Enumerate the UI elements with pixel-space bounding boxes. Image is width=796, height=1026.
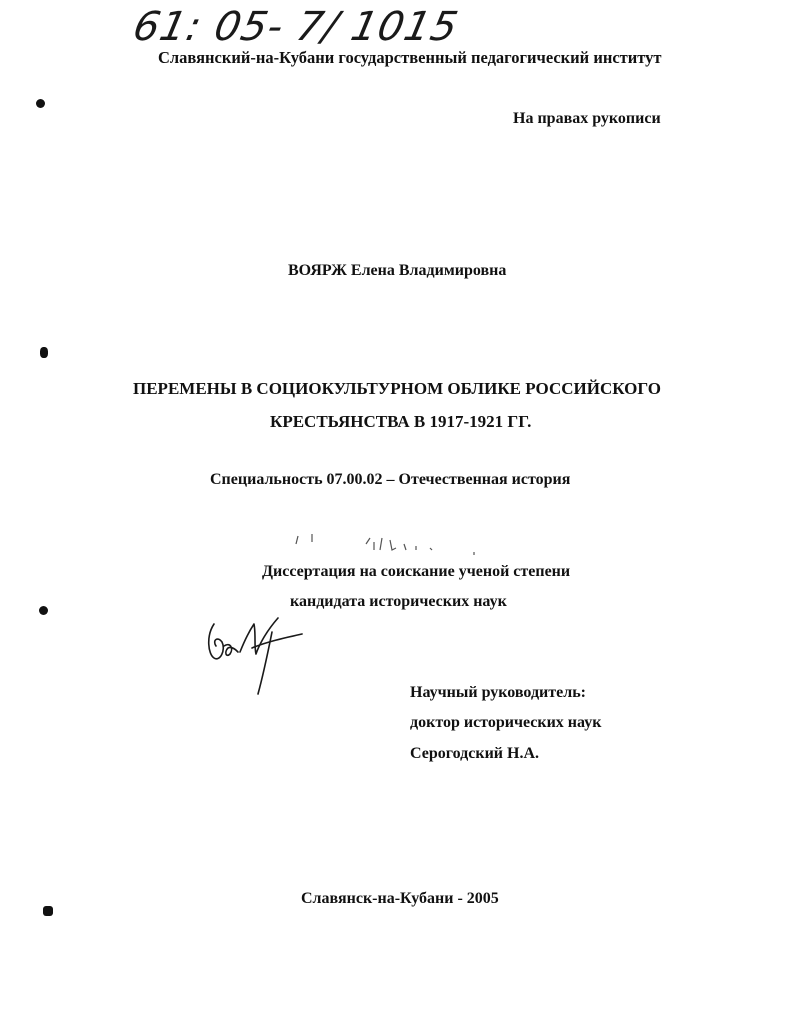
punch-hole-mark bbox=[43, 906, 53, 916]
punch-hole-mark bbox=[39, 606, 48, 615]
manuscript-rights: На правах рукописи bbox=[513, 110, 661, 127]
institution-name: Славянский-на-Кубани государственный педагогический институт bbox=[158, 48, 662, 67]
dissertation-title-line1: ПЕРЕМЕНЫ В СОЦИОКУЛЬТУРНОМ ОБЛИКЕ РОССИЙСКОГО bbox=[133, 379, 661, 398]
place-and-year: Славянск-на-Кубани - 2005 bbox=[301, 890, 499, 907]
punch-hole-mark bbox=[36, 99, 45, 108]
author-signature bbox=[200, 612, 310, 698]
scan-noise-marks bbox=[290, 524, 490, 564]
dissertation-title-line2: КРЕСТЬЯНСТВА В 1917-1921 ГГ. bbox=[270, 412, 532, 431]
punch-hole-mark bbox=[40, 347, 48, 358]
author-name: ВОЯРЖ Елена Владимировна bbox=[288, 262, 507, 279]
degree-line2: кандидата исторических наук bbox=[290, 593, 507, 610]
degree-line1: Диссертация на соискание ученой степени bbox=[262, 563, 571, 580]
supervisor-name: Серогодский Н.А. bbox=[410, 745, 540, 762]
supervisor-label: Научный руководитель: bbox=[410, 684, 586, 701]
archive-number: 61: 05- 7/ 1015 bbox=[129, 4, 463, 50]
specialty: Специальность 07.00.02 – Отечественная история bbox=[210, 471, 571, 488]
supervisor-degree: доктор исторических наук bbox=[410, 714, 602, 731]
